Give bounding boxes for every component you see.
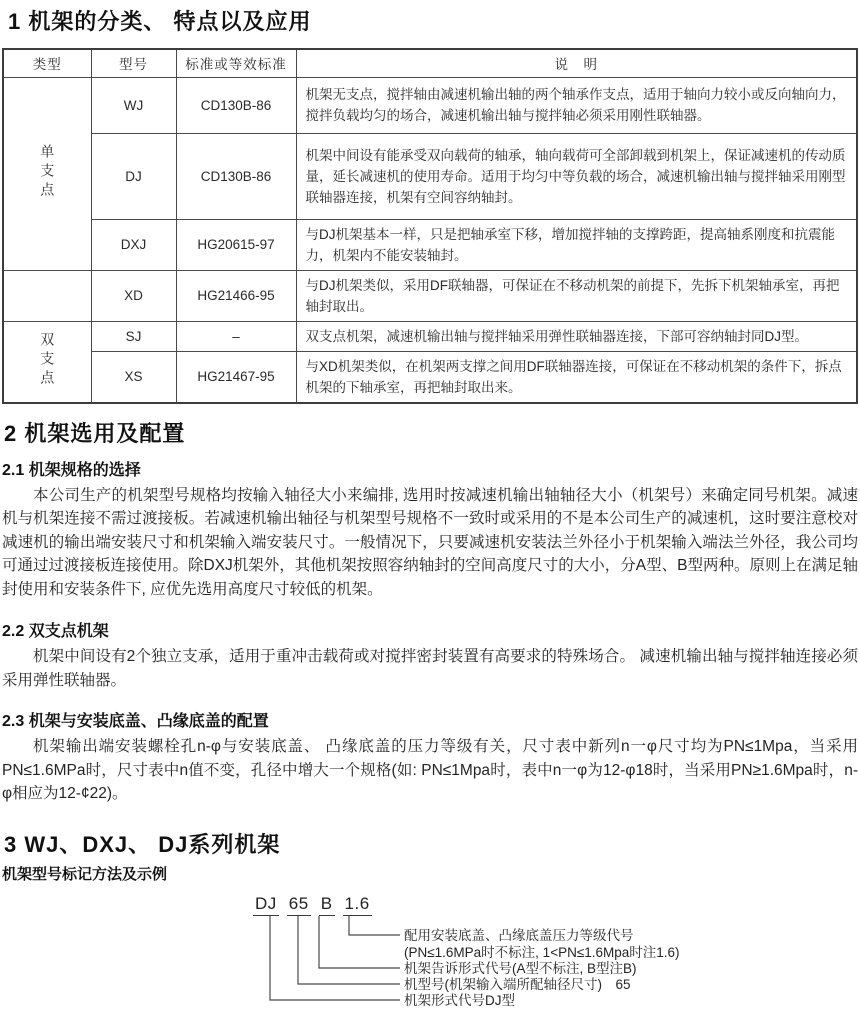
model-cell: XS xyxy=(91,351,176,403)
table-row xyxy=(3,77,857,133)
code-part-size: 65 xyxy=(287,894,311,916)
model-cell: XD xyxy=(91,270,176,321)
section-2-heading: 2 机架选用及配置 xyxy=(4,420,186,446)
type-cell-double-fulcrum xyxy=(3,321,91,403)
column-header-standard: 标准或等效标准 xyxy=(176,49,296,77)
section-2-3-heading: 2.3 机架与安装底盖、凸缘底盖的配置 xyxy=(2,713,269,730)
description-cell: 机架无支点，搅拌轴由减速机输出轴的两个轴承作支点，适用于轴向力较小或反向轴向力，搅拌负载均匀的场合，减速机输出轴与搅拌轴必须采用刚性联轴器。 xyxy=(296,77,857,133)
standard-cell: CD130B-86 xyxy=(176,133,296,219)
standard-cell: HG21467-95 xyxy=(176,351,296,403)
label-line: (PN≤1.6MPa时不标注, 1<PN≤1.6Mpa时注1.6) xyxy=(404,944,680,960)
standard-cell: CD130B-86 xyxy=(176,77,296,133)
standard-cell: HG21466-95 xyxy=(176,270,296,321)
description-cell: 与DJ机架基本一样，只是把轴承室下移，增加搅拌轴的支撑跨距，提高轴系刚度和抗震能力，机架内不能安装轴封。 xyxy=(296,219,857,270)
description-cell: 与DJ机架类似，采用DF联轴器，可保证在不移动机架的前提下，先拆下机架轴承室，再把轴封取出。 xyxy=(296,270,857,321)
section-2-1-heading: 2.1 机架规格的选择 xyxy=(2,461,141,479)
section-2-3-paragraph: 机架输出端安装螺栓孔n-φ与安装底盖、 凸缘底盖的压力等级有关，尺寸表中新列n一φ尺寸均为PN≤1Mpa，当采用PN≤1.6MPa时，尺寸表中n值不变，孔径中增大一个规格(如: PN≤1Mpa时，表中n一φ为12-φ18时，当采用PN≥1.6Mpa时，n-φ相应为12-¢22)。 xyxy=(2,738,858,802)
diagram-label-height-form: 机架告诉形式代号(A型不标注, B型注B) xyxy=(404,960,637,976)
type-cell-single-fulcrum xyxy=(3,77,91,270)
model-cell: DXJ xyxy=(91,219,176,270)
model-notation-subheading: 机架型号标记方法及示例 xyxy=(2,865,168,883)
code-part-pressure-grade: 1.6 xyxy=(343,894,372,916)
model-cell: SJ xyxy=(91,321,176,351)
column-header-description: 说 明 xyxy=(296,49,857,77)
type-label: 单支点 xyxy=(39,143,56,201)
section-2-2-heading: 2.2 双支点机架 xyxy=(2,623,109,640)
table-row xyxy=(3,133,857,219)
section-3-heading: 3 WJ、DXJ、 DJ系列机架 xyxy=(4,831,281,857)
code-part-height-form: B xyxy=(319,894,335,916)
standard-cell: – xyxy=(176,321,296,351)
model-cell: WJ xyxy=(91,77,176,133)
column-header-type: 类型 xyxy=(3,49,91,77)
table-header-row xyxy=(3,49,857,77)
table-row xyxy=(3,321,857,351)
description-cell: 双支点机架，减速机输出轴与搅拌轴采用弹性联轴器连接，下部可容纳轴封同DJ型。 xyxy=(296,321,857,351)
model-cell: DJ xyxy=(91,133,176,219)
table-row xyxy=(3,219,857,270)
diagram-label-pressure-grade xyxy=(404,927,680,961)
section-2-2-paragraph: 机架中间设有2个独立支承，适用于重冲击载荷或对搅拌密封装置有高要求的特殊场合。 减速机输出轴与搅拌轴连接必须采用弹性联轴器。 xyxy=(2,648,858,689)
frame-classification-table xyxy=(2,48,858,404)
model-code-diagram xyxy=(2,892,858,1010)
diagram-label-size: 机型号(机架输入端所配轴径尺寸) 65 xyxy=(404,976,631,992)
description-cell: 与XD机架类似，在机架两支撑之间用DF联轴器连接，可保证在不移动机架的条件下，拆点机架的下轴承室，再把轴封取出来。 xyxy=(296,351,857,403)
standard-cell: HG20615-97 xyxy=(176,219,296,270)
model-code xyxy=(253,894,372,916)
table-row xyxy=(3,270,857,321)
column-header-model: 型号 xyxy=(91,49,176,77)
description-cell: 机架中间设有能承受双向载荷的轴承，轴向载荷可全部卸载到机架上，保证减速机的传动质量，延长减速机的使用寿命。适用于均匀中等负载的场合，减速机输出轴与搅拌轴采用刚型联轴器连接，机架有空间容纳轴封。 xyxy=(296,133,857,219)
section-2-1-paragraph: 本公司生产的机架型号规格均按输入轴径大小来编排, 选用时按减速机输出轴轴径大小（机架号）来确定同号机架。减速机与机架连接不需过渡接板。若减速机输出轴径与机架型号规格不一致时或采用的不是本公司生产的减速机，这时要注意校对减速机的输出端安装尺寸和机架输入端安装尺寸。一般情况下，只要减速机安装法兰外径小于机架输入端法兰外径，我公司均可通过过渡接板连接使用。除DXJ机架外，其他机架按照容纳轴封的空间高度尺寸的大小，分A型、B型两种。原则上在满足轴封使用和安装条件下, 应优先选用高度尺寸较低的机架。 xyxy=(2,486,858,598)
table-row xyxy=(3,351,857,403)
code-part-frame-type: DJ xyxy=(253,894,279,916)
type-label: 双支点 xyxy=(39,331,56,389)
label-line: 配用安装底盖、凸缘底盖压力等级代号 xyxy=(404,927,634,943)
type-cell-empty xyxy=(3,270,91,321)
diagram-label-frame-type: 机架形式代号DJ型 xyxy=(404,992,515,1008)
section-1-heading: 1 机架的分类、 特点以及应用 xyxy=(8,9,312,34)
